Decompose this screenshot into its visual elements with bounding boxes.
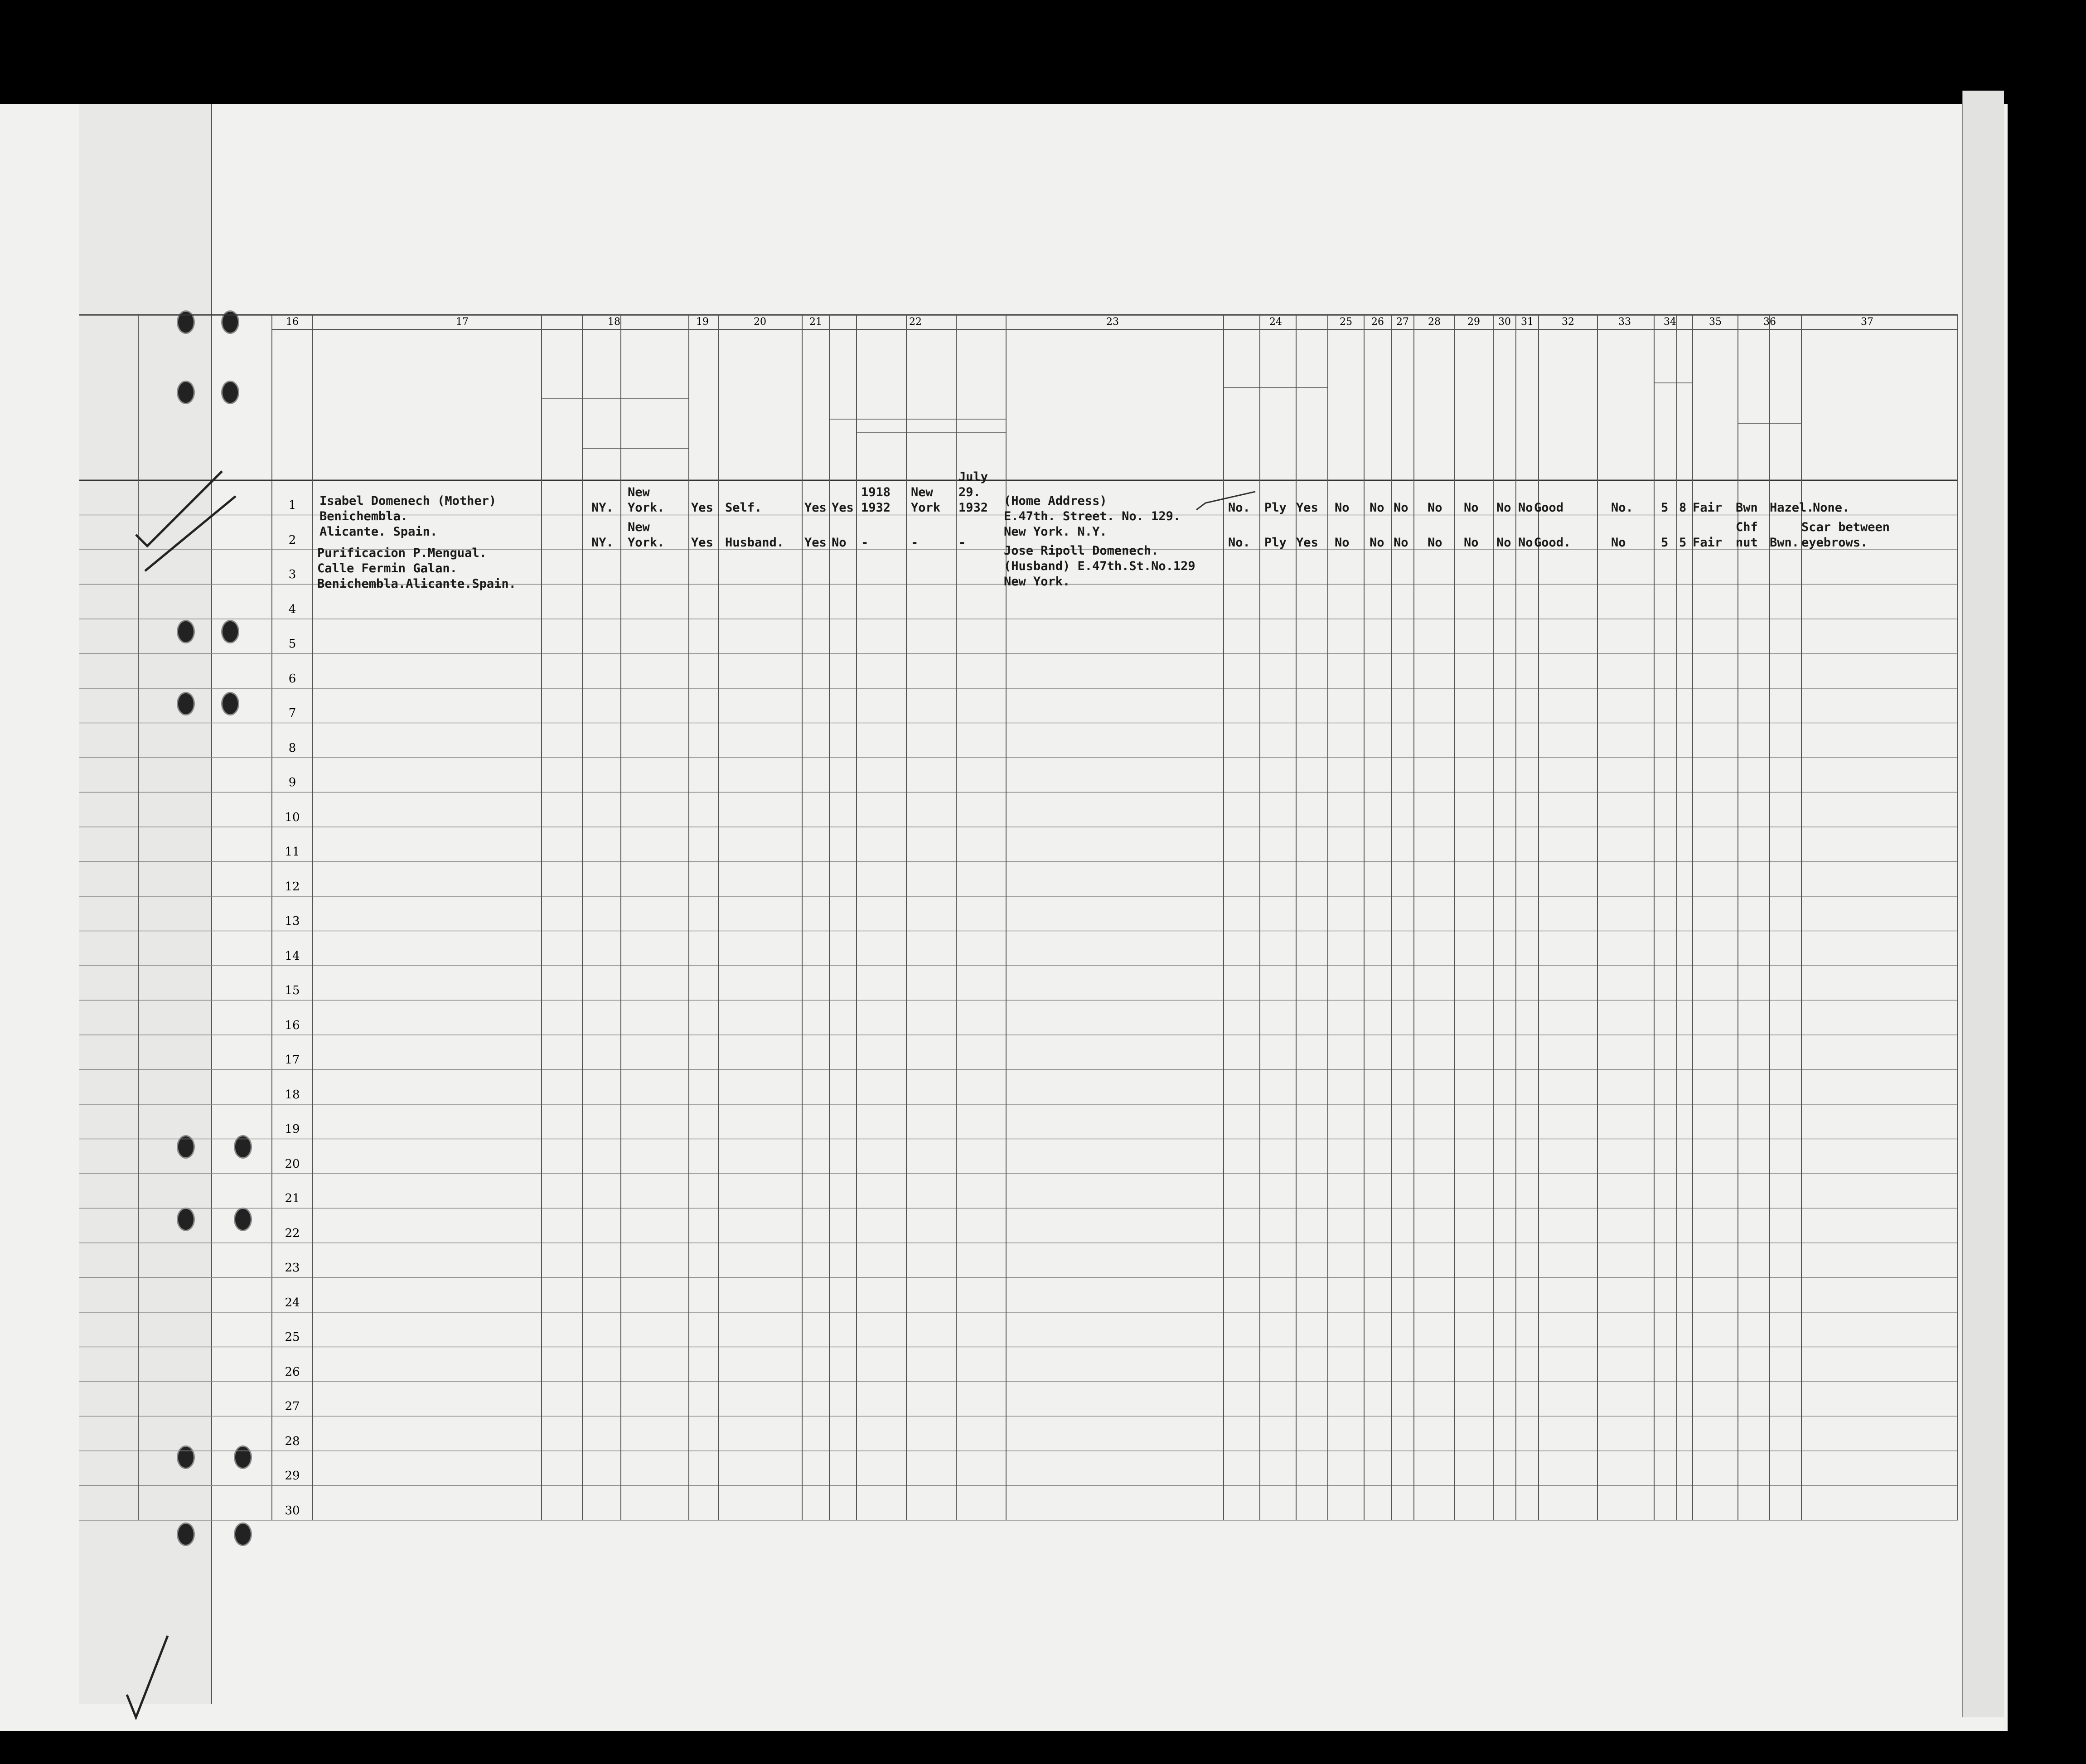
where-in-us: - (911, 535, 919, 550)
column-number-27: 27 (1396, 316, 1409, 328)
row-number: 21 (285, 1192, 300, 1205)
row-number: 20 (285, 1157, 300, 1171)
row-number: 10 (285, 810, 300, 824)
last-departure: 1932 (958, 501, 988, 515)
joining-relative-line: (Husband) E.47th.St.No.129 (1004, 559, 1195, 573)
health-condition: Good. (1534, 535, 1571, 550)
relative-address-line: Purificacion P.Mengual. (317, 546, 487, 560)
purpose-citizen: Yes (1296, 535, 1318, 550)
years-in-us: 1918 (861, 485, 891, 499)
destination-city: York. (628, 501, 665, 515)
column-number-32: 32 (1562, 316, 1574, 328)
column-number-20: 20 (754, 316, 766, 328)
column-number-37: 37 (1861, 316, 1873, 328)
arrested-answer: No (1518, 501, 1533, 515)
destination-state: NY. (591, 535, 614, 550)
row-number: 17 (285, 1053, 300, 1067)
row-number: 1 (288, 498, 296, 512)
hair-color: Chf (1736, 520, 1758, 534)
row-number: 11 (285, 845, 300, 859)
joining-relative-line: (Home Address) (1004, 494, 1107, 508)
column-number-33: 33 (1618, 316, 1631, 328)
column-number-19: 19 (696, 316, 709, 328)
column-number-26: 26 (1371, 316, 1384, 328)
q28-answer: No (1428, 501, 1442, 515)
row-number: 14 (285, 949, 300, 963)
hair-color: nut (1736, 535, 1758, 550)
row-number: 28 (285, 1434, 300, 1448)
row-number: 22 (285, 1226, 300, 1240)
column-number-36: 36 (1763, 316, 1776, 328)
row-number: 23 (285, 1261, 300, 1275)
excluded-answer: No (1496, 501, 1511, 515)
row-number: 18 (285, 1087, 300, 1102)
column-number-17: 17 (456, 316, 469, 328)
q29-answer: No (1464, 535, 1479, 550)
polygamist-answer: No (1370, 535, 1384, 550)
row-number: 16 (285, 1018, 300, 1032)
joining-relative-line: New York. N.Y. (1004, 525, 1107, 539)
ever-before-answer: No (832, 535, 847, 550)
deformed-answer: No. (1611, 501, 1633, 515)
row-number: 6 (288, 672, 296, 686)
column-number-31: 31 (1521, 316, 1534, 328)
row-number: 2 (288, 533, 296, 547)
column-number-24: 24 (1269, 316, 1282, 328)
row-number: 7 (288, 706, 296, 720)
column-number-28: 28 (1428, 316, 1441, 328)
column-number-21: 21 (809, 316, 822, 328)
purpose-length: Ply (1264, 535, 1287, 550)
relative-address-line: Alicante. Spain. (319, 525, 438, 539)
purpose-return: No. (1228, 501, 1250, 515)
joining-relative-line: Jose Ripoll Domenech. (1004, 544, 1159, 558)
height-inches: 8 (1679, 501, 1687, 515)
anarchist-answer: No (1394, 535, 1408, 550)
row-number: 3 (288, 568, 296, 581)
relative-address-line: Isabel Domenech (Mother) (319, 494, 497, 508)
where-in-us: New (911, 485, 933, 499)
row-number: 9 (288, 776, 296, 789)
purpose-return: No. (1228, 535, 1250, 550)
hair-color: Bwn (1736, 501, 1758, 515)
height-feet: 5 (1661, 535, 1669, 550)
identification-marks: Scar between (1801, 520, 1890, 534)
row-number: 5 (288, 637, 296, 651)
height-feet: 5 (1661, 501, 1669, 515)
where-in-us: York (911, 501, 941, 515)
destination-city: New (628, 485, 650, 499)
last-departure: 29. (958, 485, 981, 499)
destination-state: NY. (591, 501, 614, 515)
row-number: 4 (288, 602, 296, 616)
last-departure: July (958, 470, 988, 484)
q29-answer: No (1464, 501, 1479, 515)
passage-paid-by: Husband. (725, 535, 784, 550)
deformed-answer: No (1611, 535, 1626, 550)
anarchist-answer: No (1394, 501, 1408, 515)
height-inches: 5 (1679, 535, 1687, 550)
column-number-16: 16 (286, 316, 299, 328)
eye-color: Bwn. (1770, 535, 1800, 550)
relative-address-line: Benichembla. (319, 509, 408, 523)
row-number: 26 (285, 1365, 300, 1379)
years-in-us: - (861, 535, 869, 550)
joining-relative-line: E.47th. Street. No. 129. (1004, 509, 1181, 523)
column-number-18: 18 (608, 316, 620, 328)
eye-color: Hazel. (1770, 501, 1814, 515)
q28-answer: No (1428, 535, 1442, 550)
column-number-29: 29 (1467, 316, 1480, 328)
column-number-22: 22 (909, 316, 922, 328)
column-number-30: 30 (1498, 316, 1511, 328)
row-number: 12 (285, 880, 300, 894)
row-number: 25 (285, 1330, 300, 1344)
ticket-answer: Yes (691, 535, 713, 550)
column-number-25: 25 (1340, 316, 1352, 328)
column-number-35: 35 (1709, 316, 1722, 328)
row-number: 13 (285, 914, 300, 928)
passage-paid-by: Self. (725, 501, 762, 515)
row-number: 19 (285, 1122, 300, 1136)
column-number-34: 34 (1664, 316, 1676, 328)
row-number: 30 (285, 1503, 300, 1518)
destination-city: York. (628, 535, 665, 550)
row-number: 29 (285, 1469, 300, 1483)
row-number: 27 (285, 1400, 300, 1413)
excluded-answer: No (1496, 535, 1511, 550)
column-number-23: 23 (1106, 316, 1119, 328)
years-in-us: 1932 (861, 501, 891, 515)
health-condition: Good (1534, 501, 1564, 515)
money-answer: Yes (804, 535, 827, 550)
row-number: 15 (285, 984, 300, 997)
ticket-answer: Yes (691, 501, 713, 515)
prison-answer: No (1335, 501, 1350, 515)
complexion: Fair (1693, 501, 1723, 515)
ever-before-answer: Yes (832, 501, 854, 515)
prison-answer: No (1335, 535, 1350, 550)
complexion: Fair (1693, 535, 1723, 550)
money-answer: Yes (804, 501, 827, 515)
row-number: 8 (288, 741, 296, 755)
destination-city: New (628, 520, 650, 534)
identification-marks: None. (1813, 501, 1850, 515)
last-departure: - (958, 535, 966, 550)
row-number: 24 (285, 1295, 300, 1310)
relative-address-line: Calle Fermin Galan. (317, 561, 457, 575)
purpose-length: Ply (1264, 501, 1287, 515)
joining-relative-line: New York. (1004, 575, 1070, 589)
relative-address-line: Benichembla.Alicante.Spain. (317, 577, 516, 591)
identification-marks: eyebrows. (1801, 535, 1868, 550)
arrested-answer: No (1518, 535, 1533, 550)
polygamist-answer: No (1370, 501, 1384, 515)
purpose-citizen: Yes (1296, 501, 1318, 515)
